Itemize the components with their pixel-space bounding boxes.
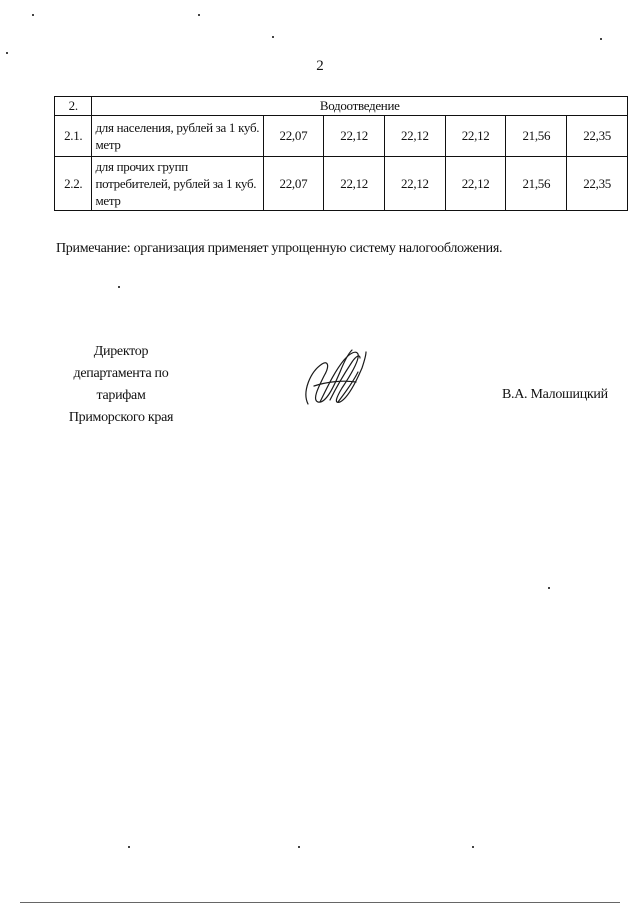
row-label: для населения, рублей за 1 куб. метр — [92, 116, 263, 157]
tariff-table — [54, 96, 628, 211]
scan-speck — [128, 846, 130, 848]
value-cell: 22,12 — [445, 116, 506, 157]
value-cell: 22,12 — [385, 157, 446, 211]
section-number: 2. — [55, 97, 92, 116]
scan-speck — [472, 846, 474, 848]
signer-title-line: департамента по тарифам — [73, 366, 169, 403]
table-row — [55, 157, 628, 211]
value-cell: 22,35 — [567, 157, 628, 211]
value-cell: 22,07 — [263, 157, 324, 211]
note-text: Примечание: организация применяет упрощенную систему налогообложения. — [56, 241, 503, 256]
signer-title-line: Приморского края — [68, 410, 174, 425]
value-cell: 22,12 — [445, 157, 506, 211]
page-number: 2 — [316, 58, 324, 74]
section-title: Водоотведение — [92, 97, 628, 116]
value-cell: 22,35 — [567, 116, 628, 157]
scan-speck — [548, 587, 550, 589]
signer-name: В.А. Малошицкий — [502, 387, 608, 402]
scan-speck — [118, 286, 120, 288]
scan-speck — [298, 846, 300, 848]
handwritten-signature — [300, 342, 370, 410]
signer-title — [56, 341, 186, 429]
value-cell: 22,07 — [263, 116, 324, 157]
value-cell: 21,56 — [506, 157, 567, 211]
scan-speck — [198, 14, 200, 16]
signer-title-line: Директор — [93, 344, 149, 359]
row-label: для прочих групп потребителей, рублей за 1 куб. метр — [92, 157, 263, 211]
table-row — [55, 116, 628, 157]
scan-speck — [32, 14, 34, 16]
scan-speck — [600, 38, 602, 40]
value-cell: 22,12 — [385, 116, 446, 157]
scan-speck — [272, 36, 274, 38]
value-cell: 22,12 — [324, 116, 385, 157]
scan-edge-line — [20, 902, 620, 903]
value-cell: 21,56 — [506, 116, 567, 157]
section-row — [55, 97, 628, 116]
value-cell: 22,12 — [324, 157, 385, 211]
scan-speck — [6, 52, 8, 54]
row-number: 2.2. — [55, 157, 92, 211]
row-number: 2.1. — [55, 116, 92, 157]
